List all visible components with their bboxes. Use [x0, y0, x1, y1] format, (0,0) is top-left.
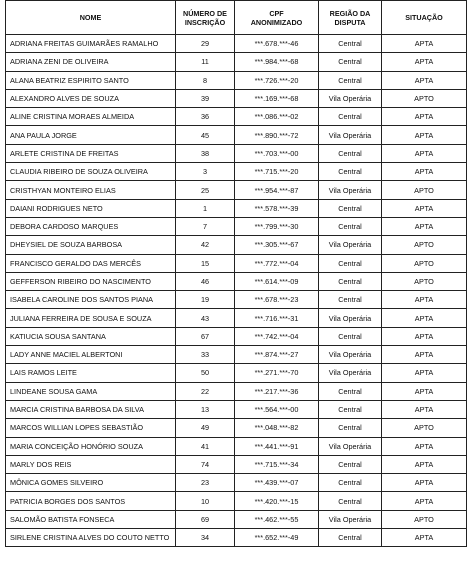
header-regiao-line2: DISPUTA	[334, 17, 366, 27]
cell-cpf: ***.271.***-70	[235, 364, 319, 382]
cell-situacao: APTA	[382, 309, 467, 327]
cell-nome: GEFFERSON RIBEIRO DO NASCIMENTO	[6, 272, 176, 290]
cell-inscricao: 67	[176, 327, 235, 345]
cell-nome: ANA PAULA JORGE	[6, 126, 176, 144]
cell-situacao: APTA	[382, 529, 467, 547]
cell-situacao: APTA	[382, 291, 467, 309]
cell-regiao: Central	[319, 327, 382, 345]
cell-situacao: APTO	[382, 89, 467, 107]
cell-inscricao: 42	[176, 236, 235, 254]
table-row	[6, 144, 467, 162]
header-nome-label: NOME	[79, 13, 102, 22]
cell-cpf: ***.874.***-27	[235, 346, 319, 364]
cell-situacao: APTA	[382, 400, 467, 418]
cell-cpf: ***.305.***-67	[235, 236, 319, 254]
header-regiao-line1: REGIÃO DA	[329, 8, 371, 18]
table-row	[6, 400, 467, 418]
cell-inscricao: 8	[176, 71, 235, 89]
cell-cpf: ***.564.***-00	[235, 400, 319, 418]
cell-cpf: ***.742.***-04	[235, 327, 319, 345]
cell-inscricao: 10	[176, 492, 235, 510]
cell-regiao: Vila Operária	[319, 364, 382, 382]
header-nome	[6, 1, 176, 35]
table-row	[6, 163, 467, 181]
cell-nome: FRANCISCO GERALDO DAS MERCÊS	[6, 254, 176, 272]
cell-situacao: APTA	[382, 53, 467, 71]
cell-regiao: Vila Operária	[319, 181, 382, 199]
cell-nome: PATRICIA BORGES DOS SANTOS	[6, 492, 176, 510]
cell-cpf: ***.715.***-20	[235, 163, 319, 181]
cell-inscricao: 33	[176, 346, 235, 364]
cell-cpf: ***.420.***-15	[235, 492, 319, 510]
cell-nome: ADRIANA ZENI DE OLIVEIRA	[6, 53, 176, 71]
cell-situacao: APTO	[382, 510, 467, 528]
cell-situacao: APTA	[382, 71, 467, 89]
cell-nome: ALEXANDRO ALVES DE SOUZA	[6, 89, 176, 107]
header-situacao	[382, 1, 467, 35]
cell-regiao: Central	[319, 492, 382, 510]
cell-nome: DEBORA CARDOSO MARQUES	[6, 217, 176, 235]
cell-regiao: Central	[319, 144, 382, 162]
cell-regiao: Central	[319, 419, 382, 437]
table-row	[6, 309, 467, 327]
cell-inscricao: 3	[176, 163, 235, 181]
cell-inscricao: 23	[176, 474, 235, 492]
cell-inscricao: 13	[176, 400, 235, 418]
cell-regiao: Central	[319, 108, 382, 126]
table-row	[6, 71, 467, 89]
cell-nome: ALANA BEATRIZ ESPIRITO SANTO	[6, 71, 176, 89]
table-row	[6, 364, 467, 382]
cell-cpf: ***.984.***-68	[235, 53, 319, 71]
cell-regiao: Vila Operária	[319, 510, 382, 528]
table-row	[6, 492, 467, 510]
cell-nome: LINDEANE SOUSA GAMA	[6, 382, 176, 400]
cell-regiao: Central	[319, 217, 382, 235]
cell-inscricao: 34	[176, 529, 235, 547]
cell-situacao: APTA	[382, 437, 467, 455]
cell-regiao: Central	[319, 291, 382, 309]
cell-situacao: APTO	[382, 272, 467, 290]
cell-regiao: Central	[319, 71, 382, 89]
cell-regiao: Vila Operária	[319, 126, 382, 144]
cell-regiao: Vila Operária	[319, 346, 382, 364]
cell-nome: SIRLENE CRISTINA ALVES DO COUTO NETTO	[6, 529, 176, 547]
cell-situacao: APTO	[382, 254, 467, 272]
header-inscricao	[176, 1, 235, 35]
cell-inscricao: 36	[176, 108, 235, 126]
table-row	[6, 474, 467, 492]
cell-cpf: ***.652.***-49	[235, 529, 319, 547]
cell-situacao: APTA	[382, 126, 467, 144]
table-row	[6, 529, 467, 547]
cell-regiao: Central	[319, 382, 382, 400]
cell-cpf: ***.169.***-68	[235, 89, 319, 107]
cell-situacao: APTO	[382, 181, 467, 199]
cell-cpf: ***.086.***-02	[235, 108, 319, 126]
cell-cpf: ***.716.***-31	[235, 309, 319, 327]
cell-situacao: APTA	[382, 364, 467, 382]
cell-cpf: ***.678.***-46	[235, 35, 319, 53]
cell-nome: CLAUDIA RIBEIRO DE SOUZA OLIVEIRA	[6, 163, 176, 181]
cell-nome: ALINE CRISTINA MORAES ALMEIDA	[6, 108, 176, 126]
cell-cpf: ***.462.***-55	[235, 510, 319, 528]
cell-regiao: Central	[319, 199, 382, 217]
cell-situacao: APTA	[382, 492, 467, 510]
cell-regiao: Vila Operária	[319, 89, 382, 107]
cell-regiao: Vila Operária	[319, 236, 382, 254]
cell-regiao: Central	[319, 455, 382, 473]
cell-situacao: APTA	[382, 382, 467, 400]
table-row	[6, 108, 467, 126]
cell-cpf: ***.799.***-30	[235, 217, 319, 235]
cell-cpf: ***.678.***-23	[235, 291, 319, 309]
cell-cpf: ***.726.***-20	[235, 71, 319, 89]
candidates-list-page	[5, 0, 466, 547]
table-row	[6, 346, 467, 364]
cell-inscricao: 38	[176, 144, 235, 162]
cell-situacao: APTA	[382, 35, 467, 53]
table-row	[6, 382, 467, 400]
cell-nome: JULIANA FERREIRA DE SOUSA E SOUZA	[6, 309, 176, 327]
cell-regiao: Vila Operária	[319, 437, 382, 455]
cell-nome: MARIA CONCEIÇÃO HONÓRIO SOUZA	[6, 437, 176, 455]
cell-situacao: APTA	[382, 163, 467, 181]
cell-cpf: ***.954.***-87	[235, 181, 319, 199]
cell-nome: MÔNICA GOMES SILVEIRO	[6, 474, 176, 492]
table-row	[6, 437, 467, 455]
table-row	[6, 254, 467, 272]
cell-inscricao: 22	[176, 382, 235, 400]
cell-nome: MARLY DOS REIS	[6, 455, 176, 473]
cell-nome: KATIUCIA SOUSA SANTANA	[6, 327, 176, 345]
table-row	[6, 181, 467, 199]
table-row	[6, 291, 467, 309]
cell-inscricao: 19	[176, 291, 235, 309]
table-row	[6, 199, 467, 217]
cell-inscricao: 45	[176, 126, 235, 144]
cell-cpf: ***.772.***-04	[235, 254, 319, 272]
cell-regiao: Central	[319, 474, 382, 492]
header-cpf	[235, 1, 319, 35]
table-row	[6, 35, 467, 53]
cell-situacao: APTA	[382, 108, 467, 126]
cell-cpf: ***.439.***-07	[235, 474, 319, 492]
cell-situacao: APTA	[382, 199, 467, 217]
cell-regiao: Central	[319, 529, 382, 547]
cell-inscricao: 11	[176, 53, 235, 71]
cell-situacao: APTA	[382, 144, 467, 162]
table-row	[6, 217, 467, 235]
cell-regiao: Central	[319, 254, 382, 272]
cell-nome: LADY ANNE MACIEL ALBERTONI	[6, 346, 176, 364]
table-row	[6, 419, 467, 437]
cell-cpf: ***.217.***-36	[235, 382, 319, 400]
cell-inscricao: 39	[176, 89, 235, 107]
cell-inscricao: 46	[176, 272, 235, 290]
cell-nome: SALOMÃO BATISTA FONSECA	[6, 510, 176, 528]
cell-situacao: APTO	[382, 419, 467, 437]
cell-nome: ADRIANA FREITAS GUIMARÃES RAMALHO	[6, 35, 176, 53]
cell-nome: LAIS RAMOS LEITE	[6, 364, 176, 382]
cell-inscricao: 41	[176, 437, 235, 455]
table-row	[6, 126, 467, 144]
candidates-table	[5, 0, 467, 547]
cell-cpf: ***.890.***-72	[235, 126, 319, 144]
cell-situacao: APTA	[382, 327, 467, 345]
header-cpf-line2: ANONIMIZADO	[250, 17, 303, 27]
cell-cpf: ***.578.***-39	[235, 199, 319, 217]
header-situacao-label: SITUAÇÃO	[405, 13, 443, 22]
cell-cpf: ***.614.***-09	[235, 272, 319, 290]
cell-inscricao: 50	[176, 364, 235, 382]
cell-nome: CRISTHYAN MONTEIRO ELIAS	[6, 181, 176, 199]
cell-inscricao: 74	[176, 455, 235, 473]
cell-cpf: ***.715.***-34	[235, 455, 319, 473]
cell-nome: MARCIA CRISTINA BARBOSA DA SILVA	[6, 400, 176, 418]
cell-inscricao: 29	[176, 35, 235, 53]
header-inscricao-line2: INSCRIÇÃO	[184, 17, 226, 27]
cell-nome: ARLETE CRISTINA DE FREITAS	[6, 144, 176, 162]
cell-cpf: ***.048.***-82	[235, 419, 319, 437]
cell-inscricao: 49	[176, 419, 235, 437]
cell-nome: MARCOS WILLIAN LOPES SEBASTIÃO	[6, 419, 176, 437]
cell-inscricao: 15	[176, 254, 235, 272]
table-row	[6, 510, 467, 528]
table-row	[6, 272, 467, 290]
cell-situacao: APTA	[382, 217, 467, 235]
cell-regiao: Central	[319, 163, 382, 181]
cell-situacao: APTA	[382, 455, 467, 473]
table-header-row	[6, 1, 467, 35]
table-row	[6, 327, 467, 345]
cell-nome: ISABELA CAROLINE DOS SANTOS PIANA	[6, 291, 176, 309]
cell-inscricao: 7	[176, 217, 235, 235]
table-row	[6, 455, 467, 473]
cell-nome: DHEYSIEL DE SOUZA BARBOSA	[6, 236, 176, 254]
cell-situacao: APTA	[382, 474, 467, 492]
cell-regiao: Vila Operária	[319, 309, 382, 327]
cell-regiao: Central	[319, 35, 382, 53]
table-row	[6, 89, 467, 107]
table-body	[6, 35, 467, 547]
cell-cpf: ***.703.***-00	[235, 144, 319, 162]
cell-inscricao: 1	[176, 199, 235, 217]
header-cpf-line1: CPF	[269, 8, 284, 18]
header-regiao	[319, 1, 382, 35]
cell-nome: DAIANI RODRIGUES NETO	[6, 199, 176, 217]
cell-regiao: Central	[319, 53, 382, 71]
header-inscricao-line1: NÚMERO DE	[183, 8, 227, 18]
cell-situacao: APTA	[382, 346, 467, 364]
cell-inscricao: 25	[176, 181, 235, 199]
cell-situacao: APTO	[382, 236, 467, 254]
cell-cpf: ***.441.***-91	[235, 437, 319, 455]
cell-inscricao: 43	[176, 309, 235, 327]
table-row	[6, 236, 467, 254]
cell-regiao: Central	[319, 272, 382, 290]
table-row	[6, 53, 467, 71]
cell-inscricao: 69	[176, 510, 235, 528]
cell-regiao: Central	[319, 400, 382, 418]
